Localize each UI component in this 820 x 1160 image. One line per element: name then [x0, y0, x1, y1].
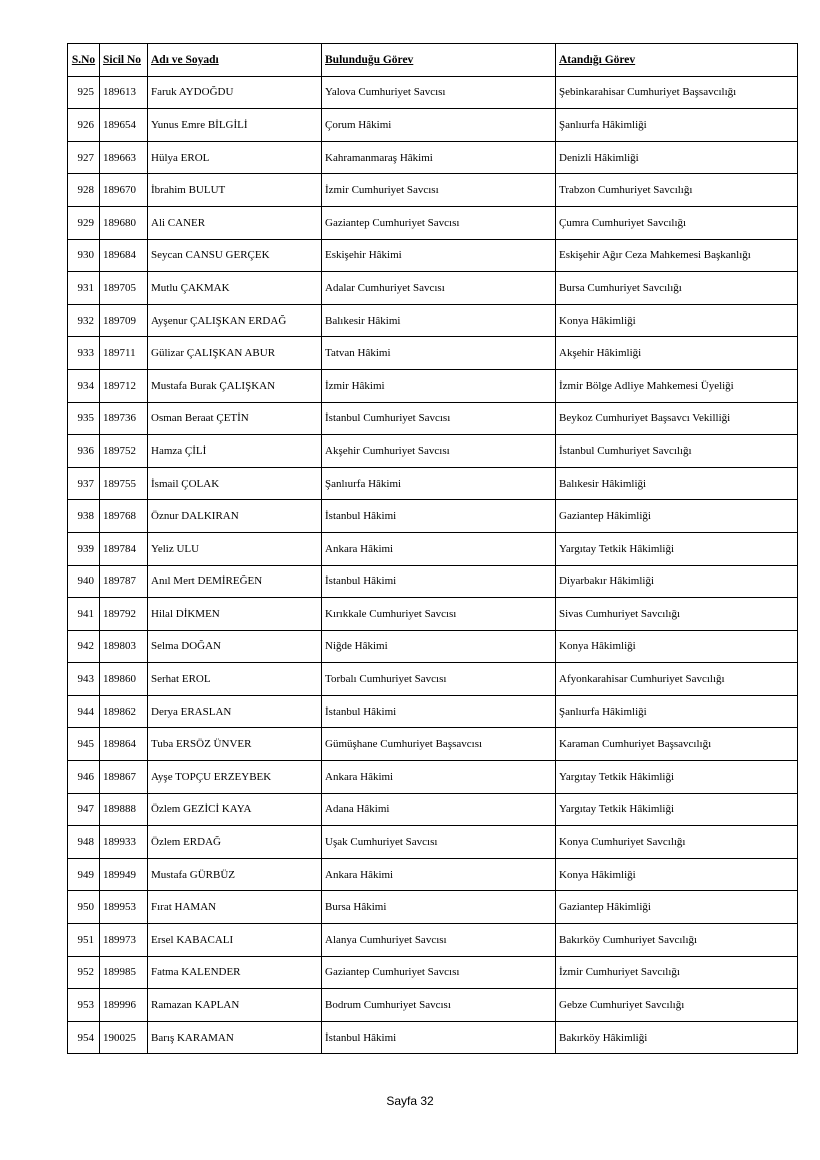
table-row: [68, 435, 798, 468]
cell-sicil-no: 189996: [100, 989, 148, 1022]
cell-current-post: Kahramanmaraş Hâkimi: [322, 141, 556, 174]
table-row: [68, 467, 798, 500]
table-row: [68, 630, 798, 663]
cell-name: Ersel KABACALI: [148, 924, 322, 957]
table-row: [68, 695, 798, 728]
cell-current-post: Gaziantep Cumhuriyet Savcısı: [322, 206, 556, 239]
cell-sicil-no: 189973: [100, 924, 148, 957]
table-row: [68, 663, 798, 696]
table-row: [68, 891, 798, 924]
cell-assigned-post: Eskişehir Ağır Ceza Mahkemesi Başkanlığı: [556, 239, 798, 272]
table-row: [68, 858, 798, 891]
cell-name: Özlem ERDAĞ: [148, 826, 322, 859]
table-row: [68, 76, 798, 109]
cell-assigned-post: Afyonkarahisar Cumhuriyet Savcılığı: [556, 663, 798, 696]
cell-assigned-post: Konya Hâkimliği: [556, 304, 798, 337]
cell-name: Hamza ÇİLİ: [148, 435, 322, 468]
cell-sicil-no: 189784: [100, 532, 148, 565]
cell-current-post: Adalar Cumhuriyet Savcısı: [322, 272, 556, 305]
cell-assigned-post: Diyarbakır Hâkimliği: [556, 565, 798, 598]
cell-current-post: Ankara Hâkimi: [322, 761, 556, 794]
cell-sicil-no: 189654: [100, 109, 148, 142]
cell-current-post: Yalova Cumhuriyet Savcısı: [322, 76, 556, 109]
cell-sno: 929: [68, 206, 100, 239]
cell-sno: 950: [68, 891, 100, 924]
cell-name: Faruk AYDOĞDU: [148, 76, 322, 109]
cell-name: Fatma KALENDER: [148, 956, 322, 989]
cell-name: Ayşenur ÇALIŞKAN ERDAĞ: [148, 304, 322, 337]
cell-sno: 948: [68, 826, 100, 859]
cell-current-post: İzmir Cumhuriyet Savcısı: [322, 174, 556, 207]
cell-sicil-no: 189711: [100, 337, 148, 370]
cell-assigned-post: Sivas Cumhuriyet Savcılığı: [556, 598, 798, 631]
cell-current-post: Eskişehir Hâkimi: [322, 239, 556, 272]
table-body: [68, 76, 798, 1054]
cell-sno: 927: [68, 141, 100, 174]
table-row: [68, 239, 798, 272]
cell-assigned-post: Beykoz Cumhuriyet Başsavcı Vekilliği: [556, 402, 798, 435]
header-assigned-post: Atandığı Görev: [556, 44, 798, 77]
cell-current-post: Ankara Hâkimi: [322, 532, 556, 565]
cell-name: Osman Beraat ÇETİN: [148, 402, 322, 435]
cell-assigned-post: Yargıtay Tetkik Hâkimliği: [556, 761, 798, 794]
table-row: [68, 793, 798, 826]
cell-name: Tuba ERSÖZ ÜNVER: [148, 728, 322, 761]
table-row: [68, 141, 798, 174]
cell-name: Anıl Mert DEMİREĞEN: [148, 565, 322, 598]
cell-name: Mutlu ÇAKMAK: [148, 272, 322, 305]
cell-sno: 947: [68, 793, 100, 826]
cell-name: Fırat HAMAN: [148, 891, 322, 924]
cell-current-post: Akşehir Cumhuriyet Savcısı: [322, 435, 556, 468]
cell-sicil-no: 189792: [100, 598, 148, 631]
cell-assigned-post: Gaziantep Hâkimliği: [556, 891, 798, 924]
table-row: [68, 598, 798, 631]
cell-sicil-no: 189684: [100, 239, 148, 272]
cell-sno: 952: [68, 956, 100, 989]
cell-current-post: İzmir Hâkimi: [322, 369, 556, 402]
appointment-table: [67, 43, 798, 1054]
cell-assigned-post: Şanlıurfa Hâkimliği: [556, 109, 798, 142]
cell-assigned-post: İstanbul Cumhuriyet Savcılığı: [556, 435, 798, 468]
cell-sno: 943: [68, 663, 100, 696]
cell-assigned-post: Konya Hâkimliği: [556, 858, 798, 891]
cell-sicil-no: 189860: [100, 663, 148, 696]
cell-current-post: İstanbul Hâkimi: [322, 500, 556, 533]
cell-sno: 945: [68, 728, 100, 761]
cell-sno: 935: [68, 402, 100, 435]
cell-sno: 946: [68, 761, 100, 794]
cell-assigned-post: Denizli Hâkimliği: [556, 141, 798, 174]
table-row: [68, 761, 798, 794]
cell-current-post: Şanlıurfa Hâkimi: [322, 467, 556, 500]
table-row: [68, 728, 798, 761]
cell-sicil-no: 189752: [100, 435, 148, 468]
cell-current-post: Gümüşhane Cumhuriyet Başsavcısı: [322, 728, 556, 761]
cell-sicil-no: 189663: [100, 141, 148, 174]
table-row: [68, 206, 798, 239]
cell-sicil-no: 189953: [100, 891, 148, 924]
table-row: [68, 826, 798, 859]
header-name: Adı ve Soyadı: [148, 44, 322, 77]
cell-name: Yunus Emre BİLGİLİ: [148, 109, 322, 142]
cell-sno: 936: [68, 435, 100, 468]
cell-sicil-no: 189864: [100, 728, 148, 761]
cell-current-post: İstanbul Cumhuriyet Savcısı: [322, 402, 556, 435]
cell-sicil-no: 189709: [100, 304, 148, 337]
cell-sno: 928: [68, 174, 100, 207]
cell-name: İsmail ÇOLAK: [148, 467, 322, 500]
cell-name: Öznur DALKIRAN: [148, 500, 322, 533]
cell-sicil-no: 189787: [100, 565, 148, 598]
cell-sicil-no: 189680: [100, 206, 148, 239]
cell-name: Ayşe TOPÇU ERZEYBEK: [148, 761, 322, 794]
table-row: [68, 402, 798, 435]
cell-sicil-no: 189705: [100, 272, 148, 305]
cell-current-post: Tatvan Hâkimi: [322, 337, 556, 370]
cell-sicil-no: 190025: [100, 1021, 148, 1054]
cell-assigned-post: Bakırköy Hâkimliği: [556, 1021, 798, 1054]
table-row: [68, 304, 798, 337]
cell-assigned-post: Bakırköy Cumhuriyet Savcılığı: [556, 924, 798, 957]
cell-assigned-post: Balıkesir Hâkimliği: [556, 467, 798, 500]
cell-name: Mustafa GÜRBÜZ: [148, 858, 322, 891]
cell-name: Gülizar ÇALIŞKAN ABUR: [148, 337, 322, 370]
cell-assigned-post: İzmir Bölge Adliye Mahkemesi Üyeliği: [556, 369, 798, 402]
cell-assigned-post: Yargıtay Tetkik Hâkimliği: [556, 532, 798, 565]
cell-current-post: Çorum Hâkimi: [322, 109, 556, 142]
cell-sicil-no: 189933: [100, 826, 148, 859]
cell-sno: 925: [68, 76, 100, 109]
cell-sicil-no: 189613: [100, 76, 148, 109]
cell-sicil-no: 189888: [100, 793, 148, 826]
cell-name: Özlem GEZİCİ KAYA: [148, 793, 322, 826]
cell-current-post: Adana Hâkimi: [322, 793, 556, 826]
cell-sno: 951: [68, 924, 100, 957]
cell-name: İbrahim BULUT: [148, 174, 322, 207]
cell-current-post: Torbalı Cumhuriyet Savcısı: [322, 663, 556, 696]
cell-name: Barış KARAMAN: [148, 1021, 322, 1054]
cell-sno: 930: [68, 239, 100, 272]
cell-name: Hilal DİKMEN: [148, 598, 322, 631]
cell-sno: 938: [68, 500, 100, 533]
page-number: Sayfa 32: [386, 1094, 434, 1108]
cell-sno: 944: [68, 695, 100, 728]
table-row: [68, 924, 798, 957]
cell-sno: 939: [68, 532, 100, 565]
cell-sno: 949: [68, 858, 100, 891]
cell-name: Serhat EROL: [148, 663, 322, 696]
cell-current-post: Balıkesir Hâkimi: [322, 304, 556, 337]
cell-sno: 932: [68, 304, 100, 337]
cell-assigned-post: Karaman Cumhuriyet Başsavcılığı: [556, 728, 798, 761]
header-sno: S.No: [68, 44, 100, 77]
cell-current-post: Uşak Cumhuriyet Savcısı: [322, 826, 556, 859]
table-row: [68, 109, 798, 142]
cell-assigned-post: Gebze Cumhuriyet Savcılığı: [556, 989, 798, 1022]
cell-sicil-no: 189949: [100, 858, 148, 891]
cell-sicil-no: 189862: [100, 695, 148, 728]
table-row: [68, 369, 798, 402]
cell-current-post: İstanbul Hâkimi: [322, 695, 556, 728]
table-row: [68, 337, 798, 370]
cell-assigned-post: Şanlıurfa Hâkimliği: [556, 695, 798, 728]
cell-assigned-post: Yargıtay Tetkik Hâkimliği: [556, 793, 798, 826]
cell-name: Ramazan KAPLAN: [148, 989, 322, 1022]
cell-assigned-post: Bursa Cumhuriyet Savcılığı: [556, 272, 798, 305]
cell-current-post: İstanbul Hâkimi: [322, 1021, 556, 1054]
cell-assigned-post: Konya Cumhuriyet Savcılığı: [556, 826, 798, 859]
table-row: [68, 989, 798, 1022]
header-sicil-no: Sicil No: [100, 44, 148, 77]
cell-current-post: Kırıkkale Cumhuriyet Savcısı: [322, 598, 556, 631]
cell-current-post: Bodrum Cumhuriyet Savcısı: [322, 989, 556, 1022]
cell-name: Yeliz ULU: [148, 532, 322, 565]
cell-current-post: Gaziantep Cumhuriyet Savcısı: [322, 956, 556, 989]
table-row: [68, 500, 798, 533]
cell-current-post: Ankara Hâkimi: [322, 858, 556, 891]
cell-sicil-no: 189755: [100, 467, 148, 500]
table-header-row: [68, 44, 798, 77]
cell-sno: 953: [68, 989, 100, 1022]
cell-sno: 937: [68, 467, 100, 500]
cell-name: Hülya EROL: [148, 141, 322, 174]
cell-current-post: Niğde Hâkimi: [322, 630, 556, 663]
cell-sno: 940: [68, 565, 100, 598]
cell-sno: 942: [68, 630, 100, 663]
table-row: [68, 1021, 798, 1054]
table-row: [68, 174, 798, 207]
cell-assigned-post: Akşehir Hâkimliği: [556, 337, 798, 370]
cell-sicil-no: 189768: [100, 500, 148, 533]
cell-sno: 933: [68, 337, 100, 370]
cell-sno: 934: [68, 369, 100, 402]
cell-assigned-post: Trabzon Cumhuriyet Savcılığı: [556, 174, 798, 207]
cell-assigned-post: Konya Hâkimliği: [556, 630, 798, 663]
cell-current-post: İstanbul Hâkimi: [322, 565, 556, 598]
cell-current-post: Alanya Cumhuriyet Savcısı: [322, 924, 556, 957]
cell-sicil-no: 189867: [100, 761, 148, 794]
cell-name: Selma DOĞAN: [148, 630, 322, 663]
cell-assigned-post: Gaziantep Hâkimliği: [556, 500, 798, 533]
cell-assigned-post: Şebinkarahisar Cumhuriyet Başsavcılığı: [556, 76, 798, 109]
cell-sicil-no: 189803: [100, 630, 148, 663]
cell-name: Seycan CANSU GERÇEK: [148, 239, 322, 272]
cell-sno: 954: [68, 1021, 100, 1054]
cell-sicil-no: 189736: [100, 402, 148, 435]
cell-sno: 926: [68, 109, 100, 142]
table-row: [68, 565, 798, 598]
table-row: [68, 272, 798, 305]
cell-name: Mustafa Burak ÇALIŞKAN: [148, 369, 322, 402]
cell-sicil-no: 189712: [100, 369, 148, 402]
cell-sicil-no: 189985: [100, 956, 148, 989]
cell-assigned-post: Çumra Cumhuriyet Savcılığı: [556, 206, 798, 239]
cell-assigned-post: İzmir Cumhuriyet Savcılığı: [556, 956, 798, 989]
cell-sno: 941: [68, 598, 100, 631]
cell-sicil-no: 189670: [100, 174, 148, 207]
cell-sno: 931: [68, 272, 100, 305]
header-current-post: Bulunduğu Görev: [322, 44, 556, 77]
cell-name: Ali CANER: [148, 206, 322, 239]
table-row: [68, 956, 798, 989]
cell-name: Derya ERASLAN: [148, 695, 322, 728]
table-row: [68, 532, 798, 565]
cell-current-post: Bursa Hâkimi: [322, 891, 556, 924]
